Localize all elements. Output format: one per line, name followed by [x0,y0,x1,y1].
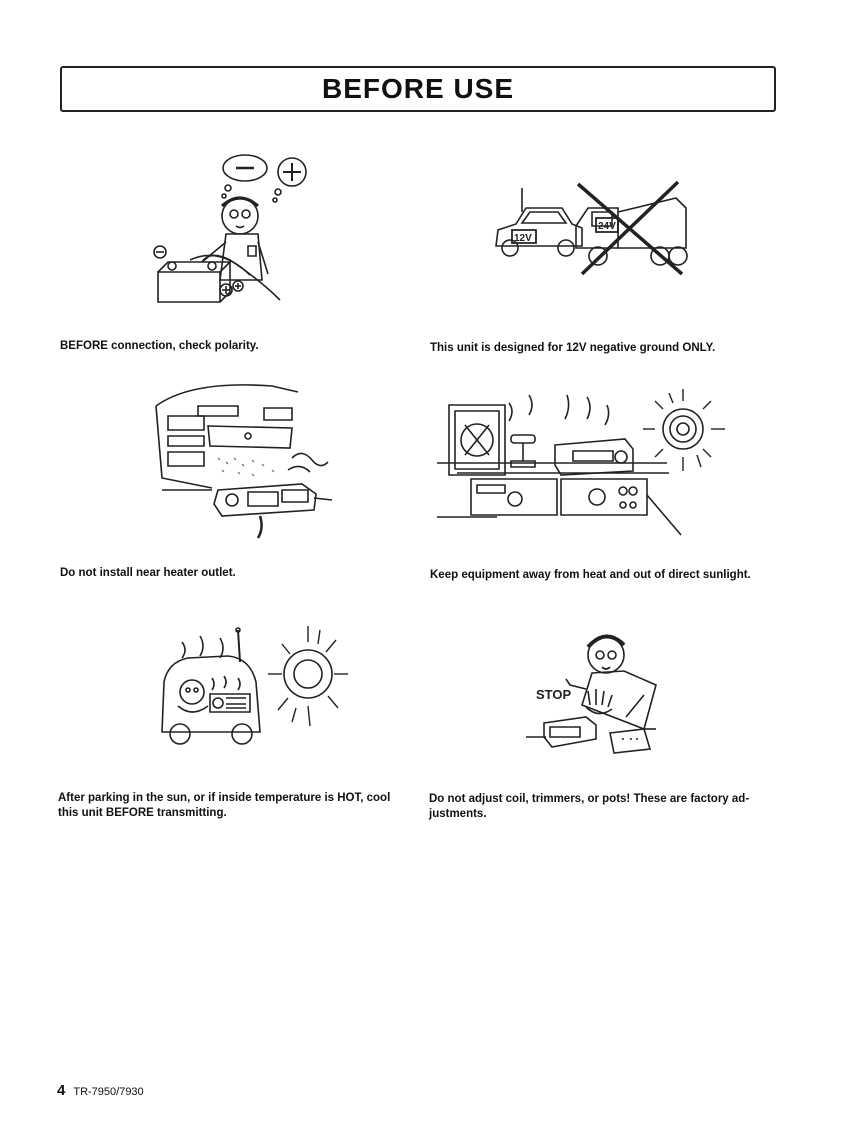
polarity-illustration [150,150,310,310]
hot-car-illustration [158,622,348,750]
stop-adjust-illustration [526,625,686,755]
caption-12v: This unit is designed for 12V negative ground ONLY. [430,342,716,354]
12v-ground-illustration [492,178,692,278]
model-number: TR-7950/7930 [73,1086,144,1098]
caption-stop: Do not adjust coil, trimmers, or pots! These are factory ad-justments. [429,793,750,820]
label-24v: 24V [598,221,616,232]
caption-hot-car: After parking in the sun, or if inside temperature is HOT, cool this unit BEFORE transmitting. [58,792,391,819]
page-title-box [60,66,776,112]
caption-polarity: BEFORE connection, check polarity. [60,340,259,352]
caption-sunlight: Keep equipment away from heat and out of direct sunlight. [430,569,751,581]
heater-outlet-illustration [152,378,332,538]
page-number: 4 [57,1082,66,1099]
sunlight-illustration [437,385,727,535]
label-stop: STOP [536,687,572,702]
caption-heater: Do not install near heater outlet. [60,567,236,579]
page-footer [57,1082,144,1099]
label-12v: 12V [514,233,532,244]
page-title: BEFORE USE [321,73,515,104]
